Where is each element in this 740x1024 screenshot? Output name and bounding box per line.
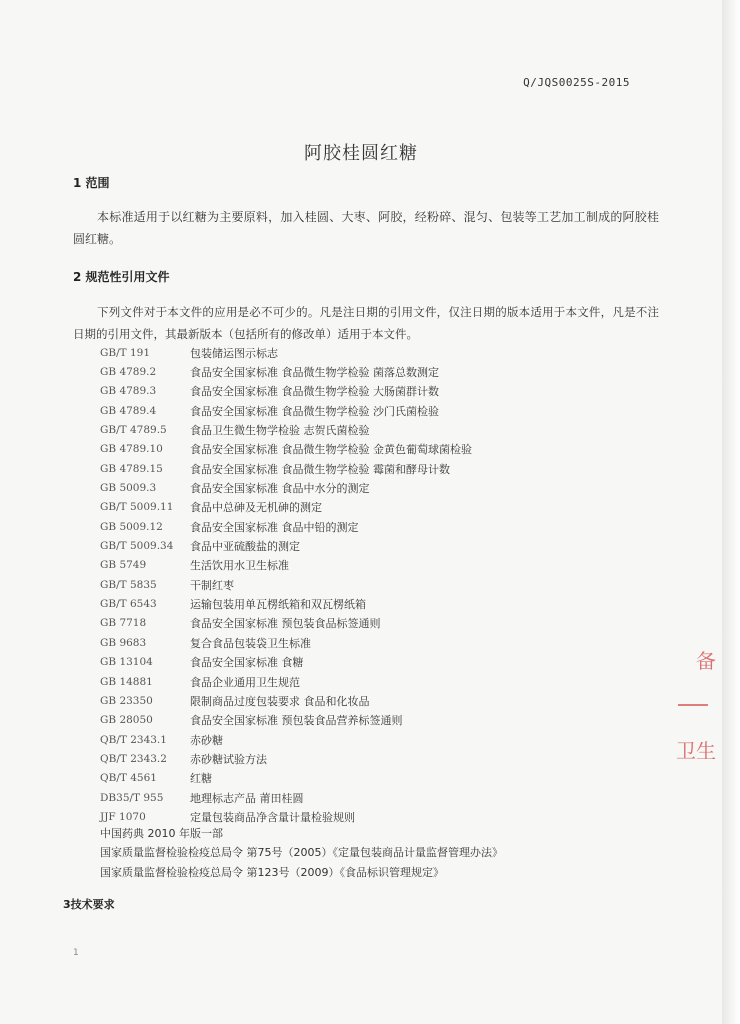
reference-item <box>100 691 660 710</box>
reference-code: JJF 1070 <box>100 810 146 823</box>
reference-name: 食品卫生微生物学检验 志贺氏菌检验 <box>190 424 370 438</box>
reference-name: 红糖 <box>190 772 212 786</box>
standard-code: Q/JQS0025S-2015 <box>523 76 630 89</box>
reference-name: 食品安全国家标准 食品中水分的测定 <box>190 482 370 496</box>
additional-reference-item: 国家质量监督检验检疫总局令 第75号（2005）《定量包装商品计量监督管理办法》 <box>100 846 503 860</box>
reference-item <box>100 478 660 497</box>
reference-name: 食品中总砷及无机砷的测定 <box>190 501 322 515</box>
section-3-heading: 3技术要求 <box>63 898 115 911</box>
reference-item <box>100 788 660 807</box>
reference-item <box>100 653 660 672</box>
reference-name: 定量包装商品净含量计量检验规则 <box>190 810 355 824</box>
reference-code: GB/T 5009.34 <box>100 540 174 553</box>
reference-code: GB 5749 <box>100 559 147 572</box>
additional-reference-item: 中国药典 2010 年版一部 <box>100 826 223 840</box>
reference-code: GB 13104 <box>100 656 153 669</box>
reference-name: 食品企业通用卫生规范 <box>190 675 300 689</box>
reference-code: GB 5009.3 <box>100 482 157 495</box>
page-edge-shadow <box>722 0 740 1024</box>
reference-name: 食品安全国家标准 食品微生物学检验 沙门氏菌检验 <box>190 404 439 418</box>
reference-name: 运输包装用单瓦楞纸箱和双瓦楞纸箱 <box>190 598 366 612</box>
reference-item <box>100 536 660 555</box>
reference-name: 限制商品过度包装要求 食品和化妆品 <box>190 694 370 708</box>
reference-item <box>100 614 660 633</box>
reference-item <box>100 769 660 788</box>
reference-code: GB 4789.10 <box>100 443 163 456</box>
reference-code: GB/T 5835 <box>100 578 157 591</box>
reference-name: 生活饮用水卫生标准 <box>190 559 289 573</box>
reference-code: QB/T 4561 <box>100 772 157 785</box>
reference-name: 食品安全国家标准 食品微生物学检验 霉菌和酵母计数 <box>190 462 450 476</box>
reference-code: QB/T 2343.1 <box>100 733 167 746</box>
reference-code: GB 23350 <box>100 694 153 707</box>
additional-reference-item: 国家质量监督检验检疫总局令 第123号（2009）《食品标识管理规定》 <box>100 865 444 879</box>
document-title: 阿胶桂圆红糖 <box>304 143 418 164</box>
reference-name: 赤砂糖试验方法 <box>190 752 267 766</box>
reference-name: 食品安全国家标准 预包装食品营养标签通则 <box>190 714 403 728</box>
reference-item <box>100 517 660 536</box>
reference-code: GB 5009.12 <box>100 520 163 533</box>
reference-code: GB 7718 <box>100 617 147 630</box>
reference-item <box>100 594 660 613</box>
reference-item <box>100 711 660 730</box>
reference-item <box>100 749 660 768</box>
reference-list <box>100 343 660 827</box>
reference-item <box>100 575 660 594</box>
official-stamp-bottom: 卫生 <box>676 739 716 763</box>
reference-item <box>100 730 660 749</box>
reference-item <box>100 556 660 575</box>
reference-code: GB 4789.4 <box>100 404 157 417</box>
reference-name: 复合食品包装袋卫生标准 <box>190 636 311 650</box>
reference-code: QB/T 2343.2 <box>100 752 167 765</box>
reference-item <box>100 382 660 401</box>
reference-item <box>100 440 660 459</box>
reference-name: 食品安全国家标准 食品微生物学检验 菌落总数测定 <box>190 366 439 380</box>
section-1-heading: 1 范围 <box>73 176 110 190</box>
reference-item <box>100 420 660 439</box>
section-2-intro: 下列文件对于本文件的应用是必不可少的。凡是注日期的引用文件，仅注日期的版本适用于本文件，凡是不注日期的引用文件，其最新版本（包括所有的修改单）适用于本文件。 <box>73 305 659 341</box>
reference-code: GB 14881 <box>100 675 153 688</box>
reference-code: GB 4789.3 <box>100 385 157 398</box>
reference-item <box>100 459 660 478</box>
reference-code: DB35/T 955 <box>100 791 164 804</box>
reference-name: 食品安全国家标准 食糖 <box>190 656 304 670</box>
reference-item <box>100 633 660 652</box>
reference-code: GB 4789.15 <box>100 462 163 475</box>
official-stamp-top: 备 <box>696 649 716 673</box>
reference-item <box>100 401 660 420</box>
reference-code: GB/T 5009.11 <box>100 501 174 514</box>
reference-item <box>100 362 660 381</box>
reference-item <box>100 672 660 691</box>
reference-code: GB/T 191 <box>100 346 151 359</box>
reference-name: 食品安全国家标准 预包装食品标签通则 <box>190 617 381 631</box>
reference-name: 赤砂糖 <box>190 733 223 747</box>
reference-name: 食品中亚硫酸盐的测定 <box>190 540 300 554</box>
reference-item <box>100 343 660 362</box>
section-1-text: 本标准适用于以红糖为主要原料，加入桂圆、大枣、阿胶，经粉碎、混匀、包装等工艺加工制成的阿胶桂圆红糖。 <box>73 210 659 246</box>
reference-name: 食品安全国家标准 食品微生物学检验 大肠菌群计数 <box>190 385 439 399</box>
reference-code: GB 9683 <box>100 636 147 649</box>
reference-name: 地理标志产品 莆田桂圆 <box>190 791 304 805</box>
reference-name: 包装储运图示标志 <box>190 346 278 360</box>
reference-code: GB 4789.2 <box>100 366 157 379</box>
additional-references <box>100 823 503 882</box>
reference-name: 食品安全国家标准 食品中铅的测定 <box>190 520 359 534</box>
reference-code: GB/T 6543 <box>100 598 157 611</box>
reference-code: GB/T 4789.5 <box>100 424 167 437</box>
stamp-divider <box>678 704 708 706</box>
reference-item <box>100 498 660 517</box>
section-2-heading: 2 规范性引用文件 <box>73 270 170 284</box>
reference-code: GB 28050 <box>100 714 153 727</box>
reference-name: 食品安全国家标准 食品微生物学检验 金黄色葡萄球菌检验 <box>190 443 472 457</box>
reference-name: 干制红枣 <box>190 578 234 592</box>
page-number: 1 <box>73 948 79 958</box>
